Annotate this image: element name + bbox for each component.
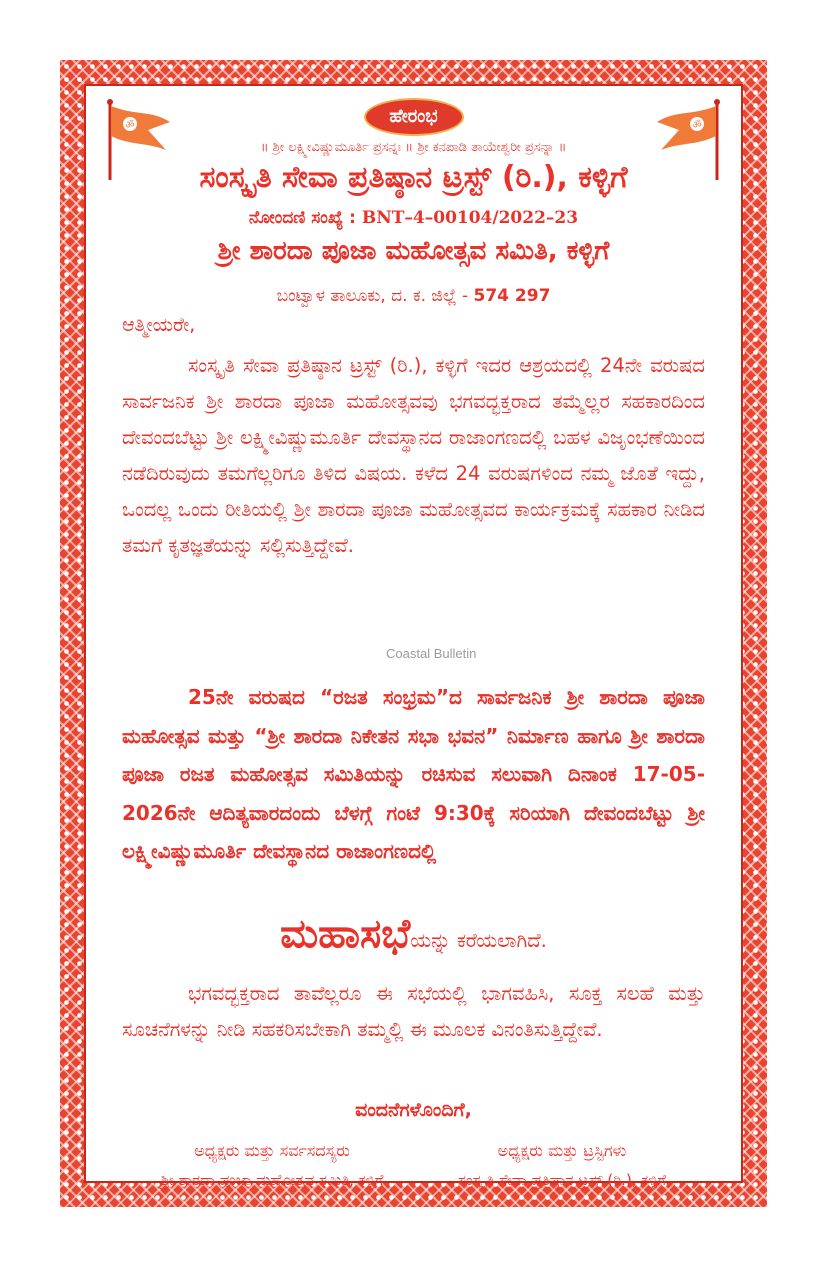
prayer-line: ॥ ಶ್ರೀ ಲಕ್ಷ್ಮೀವಿಷ್ಣುಮೂರ್ತಿ ಪ್ರಸನ್ನಃ ॥ ಶ್ರೀ ಕನಪಾಡಿ ತಾಯೇಶ್ವರೀ ಪ್ರಸನ್ನಾ ॥ xyxy=(260,140,567,155)
address-line xyxy=(86,286,741,306)
mahasabhe-rest: ಯನ್ನು ಕರೆಯಲಾಗಿದೆ. xyxy=(410,929,547,952)
registration-number: BNT–4–00104/2022–23 xyxy=(361,208,579,228)
pincode: 574 297 xyxy=(473,286,551,306)
invitation-card xyxy=(84,84,743,1189)
trust-name: ಸಂಸ್ಕೃತಿ ಸೇವಾ ಪ್ರತಿಷ್ಠಾನ ಟ್ರಸ್ಟ್ (ರಿ.), ಕಳ್ಳಿಗೆ xyxy=(199,160,628,195)
watermark: Coastal Bulletin xyxy=(386,646,477,661)
signature-right-title: ಅಧ್ಯಕ್ಷರು ಮತ್ತು ಟ್ರಸ್ಟಿಗಳು xyxy=(497,1141,627,1160)
closing-greeting: ವಂದನೆಗಳೊಂದಿಗೆ, xyxy=(355,1099,472,1121)
decorative-border xyxy=(60,60,767,1207)
mahasabhe-heading: ಮಹಾಸಭೆ xyxy=(280,911,411,957)
registration-line xyxy=(86,208,741,228)
salutation: ಆತ್ಮೀಯರೇ, xyxy=(122,314,196,336)
signature-left-title: ಅಧ್ಯಕ್ಷರು ಮತ್ತು ಸರ್ವಸದಸ್ಯರು xyxy=(194,1141,350,1160)
signature-right xyxy=(397,1141,727,1189)
signature-right-org: ಸಂಸ್ಕೃತಿ ಸೇವಾ ಪ್ರತಿಷ್ಠಾನ ಟ್ರಸ್ಟ್ (ರಿ.), ಕಳ್ಳಿಗೆ xyxy=(458,1171,666,1189)
paragraph-1: ಸಂಸ್ಕೃತಿ ಸೇವಾ ಪ್ರತಿಷ್ಠಾನ ಟ್ರಸ್ಟ್ (ರಿ.), ಕಳ್ಳಿಗೆ ಇದರ ಆಶ್ರಯದಲ್ಲಿ 24ನೇ ವರುಷದ ಸಾರ್ವಜನಿಕ ಶ್ರೀ ಶಾರದಾ ಪೂಜಾ ಮಹೋತ್ಸವವು ಭಗವದ್ಭಕ್ತರಾದ ತಮ್ಮೆಲ್ಲರ ಸಹಕಾರದಿಂದ ದೇವಂದಬೆಟ್ಟು ಶ್ರೀ ಲಕ್ಷ್ಮೀವಿಷ್ಣುಮೂರ್ತಿ ದೇವಸ್ಥಾನದ ರಾಜಾಂಗಣದಲ್ಲಿ ಬಹಳ ವಿಜೃಂಭಣೆಯಿಂದ ನಡೆದಿರುವುದು ತಮಗೆಲ್ಲರಿಗೂ ತಿಳಿದ ವಿಷಯ. ಕಳೆದ 24 ವರುಷಗಳಿಂದ ನಮ್ಮ ಜೊತೆ ಇದ್ದು, ಒಂದಲ್ಲ ಒಂದು ರೀತಿಯಲ್ಲಿ ಶ್ರೀ ಶಾರದಾ ಪೂಜಾ ಮಹೋತ್ಸವದ ಕಾರ್ಯಕ್ರಮಕ್ಕೆ ಸಹಕಾರ ನೀಡಿದ ತಮಗೆ ಕೃತಜ್ಞತೆಯನ್ನು ಸಲ್ಲಿಸುತ್ತಿದ್ದೇವೆ. xyxy=(122,354,705,557)
mahasabhe-line xyxy=(86,911,741,957)
registration-label: ನೋಂದಣಿ ಸಂಖ್ಯೆ : xyxy=(248,208,362,228)
signature-left xyxy=(122,1141,422,1189)
committee-name: ಶ್ರೀ ಶಾರದಾ ಪೂಜಾ ಮಹೋತ್ಸವ ಸಮಿತಿ, ಕಳ್ಳಿಗೆ xyxy=(217,236,610,266)
paragraph-2: 25ನೇ ವರುಷದ “ರಜತ ಸಂಭ್ರಮ”ದ ಸಾರ್ವಜನಿಕ ಶ್ರೀ ಶಾರದಾ ಪೂಜಾ ಮಹೋತ್ಸವ ಮತ್ತು “ಶ್ರೀ ಶಾರದಾ ನಿಕೇತನ ಸಭಾ ಭವನ” ನಿರ್ಮಾಣ ಹಾಗೂ ಶ್ರೀ ಶಾರದಾ ಪೂಜಾ ರಜತ ಮಹೋತ್ಸವ ಸಮಿತಿಯನ್ನು ರಚಿಸುವ ಸಲುವಾಗಿ ದಿನಾಂಕ 17-05-2026ನೇ ಆದಿತ್ಯವಾರದಂದು ಬೆಳಗ್ಗೆ ಗಂಟೆ 9:30ಕ್ಕೆ ಸರಿಯಾಗಿ ದೇವಂದಬೆಟ್ಟು ಶ್ರೀ ಲಕ್ಷ್ಮೀವಿಷ್ಣುಮೂರ್ತಿ ದೇವಸ್ಥಾನದ ರಾಜಾಂಗಣದಲ್ಲಿ xyxy=(122,685,705,863)
signature-left-org: ಶ್ರೀ ಶಾರದಾ ಪೂಜಾ ಮಹೋತ್ಸವ ಸಮಿತಿ, ಕಳ್ಳಿಗೆ xyxy=(160,1171,384,1189)
svg-text:ॐ: ॐ xyxy=(125,120,135,131)
address-text: ಬಂಟ್ವಾಳ ತಾಲೂಕು, ದ. ಕ. ಜಿಲ್ಲೆ - xyxy=(276,286,474,306)
heramba-badge: ಹೇರಂಭ xyxy=(364,98,464,136)
paragraph-3: ಭಗವದ್ಭಕ್ತರಾದ ತಾವೆಲ್ಲರೂ ಈ ಸಭೆಯಲ್ಲಿ ಭಾಗವಹಿಸಿ, ಸೂಕ್ತ ಸಲಹೆ ಮತ್ತು ಸೂಚನೆಗಳನ್ನು ನೀಡಿ ಸಹಕರಿಸಬೇಕಾಗಿ ತಮ್ಮಲ್ಲಿ ಈ ಮೂಲಕ ವಿನಂತಿಸುತ್ತಿದ್ದೇವೆ. xyxy=(122,982,705,1041)
svg-text:ॐ: ॐ xyxy=(692,120,702,131)
